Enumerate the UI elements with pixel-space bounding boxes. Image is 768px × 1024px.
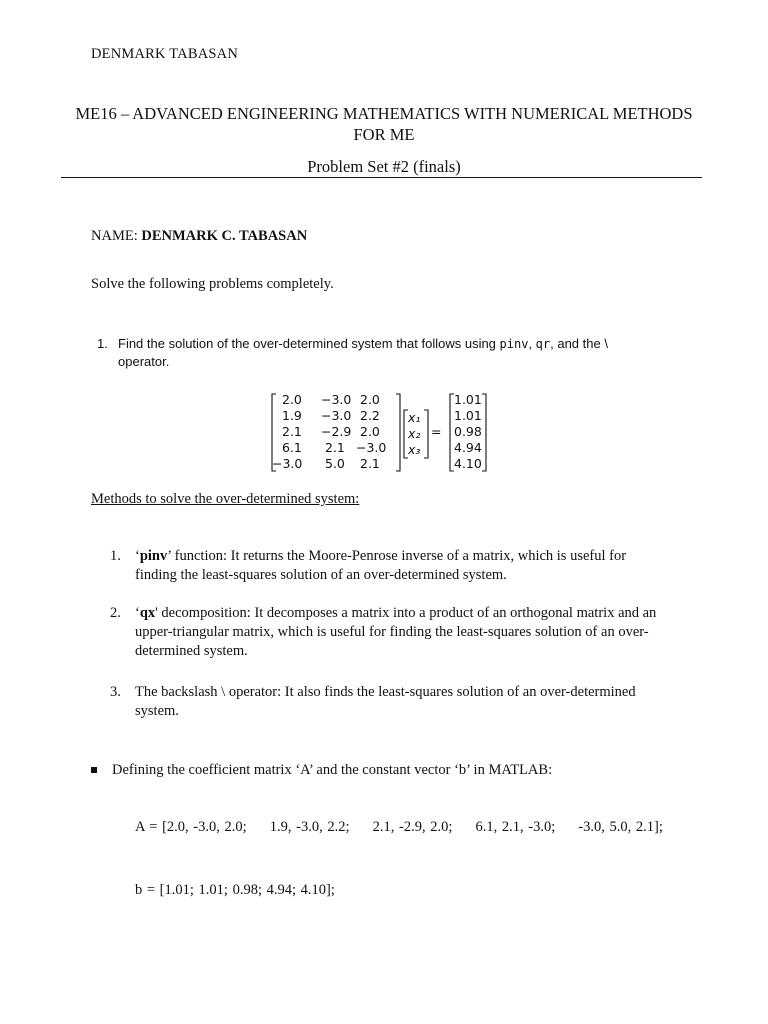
method-number: 1. (110, 548, 121, 564)
problem-1-number: 1. (97, 336, 108, 351)
vector-b-entry: 0.98 (454, 424, 482, 439)
author-name: DENMARK TABASAN (91, 46, 238, 62)
problem-set-title: Problem Set #2 (finals) (307, 157, 461, 176)
equals-sign: = (431, 424, 442, 439)
matrix-a-cell: −3.0 (321, 392, 352, 407)
method-text-line: system. (135, 703, 179, 719)
quote-open: ‘ (135, 548, 140, 564)
matlab-a-definition: A = [2.0, -3.0, 2.0; 1.9, -3.0, 2.2; 2.1, -2.9, 2.0; 6.1, 2.1, -3.0; -3.0, 5.0, 2.1]; (135, 819, 663, 835)
course-title-line2: FOR ME (353, 125, 415, 144)
vector-x-entry: x₂ (408, 426, 421, 441)
vector-b-entry: 1.01 (454, 408, 482, 423)
problem-1-fn-qr: qr (535, 337, 551, 351)
matrix-a-cell: 2.2 (360, 408, 380, 423)
method-text (135, 604, 678, 661)
matlab-b-definition: b = [1.01; 1.01; 0.98; 4.94; 4.10]; (135, 882, 335, 898)
student-name-label: NAME: (91, 228, 138, 244)
problem-1-text-a: Find the solution of the over-determined system that follows using (118, 336, 500, 351)
method-text-line: function: It returns the Moore-Penrose inverse of a matrix, which is useful for (171, 548, 627, 564)
problem-1-fn-pinv: pinv (499, 337, 529, 351)
matrix-a-cell: 2.1 (360, 456, 380, 471)
method-text (135, 547, 678, 585)
method-text-line: The backslash \ operator: It also finds the least-squares solution of an over-determined (135, 684, 636, 700)
method-number: 2. (110, 605, 121, 621)
matrix-a-right-bracket (396, 394, 400, 471)
matrix-a-cell: 2.1 (282, 424, 302, 439)
quote-close: ' (155, 605, 158, 621)
matrix-a-cell: 6.1 (282, 440, 302, 455)
square-bullet-icon (91, 767, 97, 773)
method-text-line: upper-triangular matrix, which is useful for finding the least-squares solution of an over- (135, 624, 649, 640)
matlab-bullet (91, 762, 552, 779)
methods-heading: Methods to solve the over-determined system: (91, 491, 360, 507)
matrix-a-cell: 2.0 (360, 424, 380, 439)
vector-x-right-bracket (424, 410, 428, 458)
matrix-a-cell: −3.0 (272, 456, 303, 471)
system-equation (260, 388, 500, 476)
vector-b-entry: 1.01 (454, 392, 482, 407)
matlab-bullet-text: Defining the coefficient matrix ‘A’ and the constant vector ‘b’ in MATLAB: (112, 762, 553, 778)
matrix-a-cell: 1.9 (282, 408, 302, 423)
instruction-text: Solve the following problems completely. (91, 276, 334, 292)
header-divider (61, 177, 702, 178)
student-name: DENMARK C. TABASAN (141, 228, 308, 244)
quote-open: ‘ (135, 605, 140, 621)
vector-b-entry: 4.94 (454, 440, 482, 455)
matrix-a-cell: 2.0 (360, 392, 380, 407)
matrix-a-cell: −2.9 (321, 424, 352, 439)
vector-x-entry: x₁ (408, 410, 421, 425)
course-title-line1: ME16 – ADVANCED ENGINEERING MATHEMATICS WITH NUMERICAL METHODS (75, 104, 693, 123)
matrix-a-cell: −3.0 (321, 408, 352, 423)
method-text (135, 683, 678, 721)
problem-1-text-b: , and the \ (550, 336, 608, 351)
method-text-line: finding the least-squares solution of an over-determined system. (135, 567, 507, 583)
method-number: 3. (110, 684, 121, 700)
system-equation-svg (260, 388, 500, 476)
method-name: qx (139, 605, 156, 621)
quote-close: ’ (167, 548, 172, 564)
student-name-line (91, 228, 307, 245)
vector-b-right-bracket (482, 394, 486, 471)
matrix-a-cell: 2.0 (282, 392, 302, 407)
method-name: pinv (139, 548, 168, 564)
course-title (0, 103, 768, 145)
matrix-a-cell: 2.1 (325, 440, 345, 455)
matrix-a-cell: 5.0 (325, 456, 345, 471)
method-text-line: decomposition: It decomposes a matrix into a product of an orthogonal matrix and an (157, 605, 657, 621)
problem-1-sep: , (528, 336, 536, 351)
matrix-a-cell: −3.0 (356, 440, 387, 455)
vector-x-entry: x₃ (408, 442, 421, 457)
vector-b-entry: 4.10 (454, 456, 482, 471)
problem-1-text-c: operator. (118, 354, 170, 369)
problem-1-text (118, 335, 658, 371)
method-text-line: determined system. (135, 643, 248, 659)
